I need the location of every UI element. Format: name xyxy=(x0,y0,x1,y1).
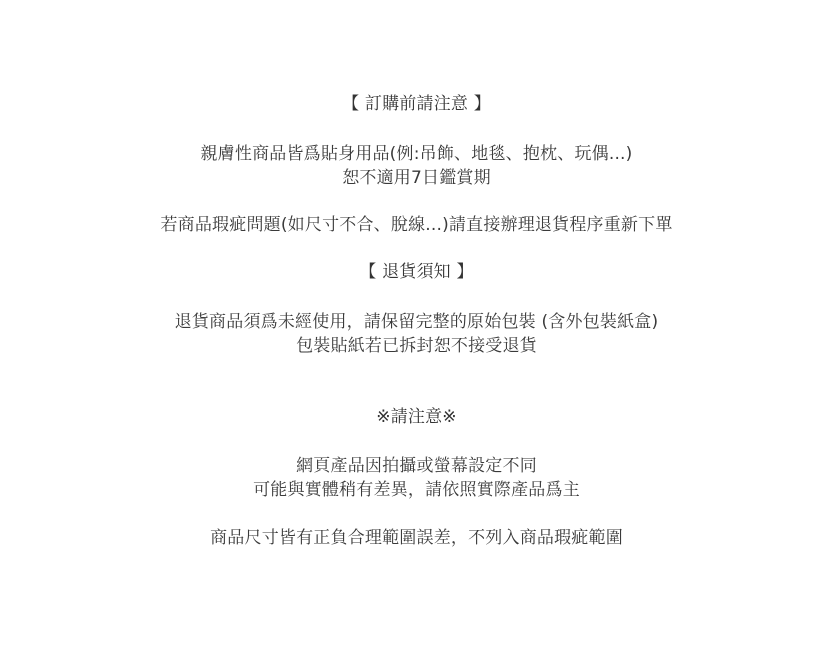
return-policy-heading: 【 退貨須知 】 xyxy=(359,262,474,282)
color-difference-line: 網頁產品因拍攝或螢幕設定不同 xyxy=(296,456,537,476)
return-seal-line: 包裝貼紙若已拆封恕不接受退貨 xyxy=(296,336,537,356)
size-tolerance-line: 商品尺寸皆有正負合理範圍誤差，不列入商品瑕疵範圍 xyxy=(210,528,623,548)
actual-product-line: 可能與實體稍有差異，請依照實際產品爲主 xyxy=(253,480,580,500)
defect-notice-line: 若商品瑕疵問題(如尺寸不合、脫線...)請直接辦理退貨程序重新下單 xyxy=(160,215,673,235)
hygiene-notice-line: 親膚性商品皆爲貼身用品(例:吊飾、地毯、抱枕、玩偶...) xyxy=(200,144,633,164)
no-return-period-line: 恕不適用7日鑑賞期 xyxy=(342,168,491,188)
return-condition-line: 退貨商品須爲未經使用，請保留完整的原始包裝 (含外包裝紙盒) xyxy=(174,312,659,332)
attention-heading: ※請注意※ xyxy=(376,407,457,427)
order-notice-heading: 【 訂購前請注意 】 xyxy=(342,94,491,114)
